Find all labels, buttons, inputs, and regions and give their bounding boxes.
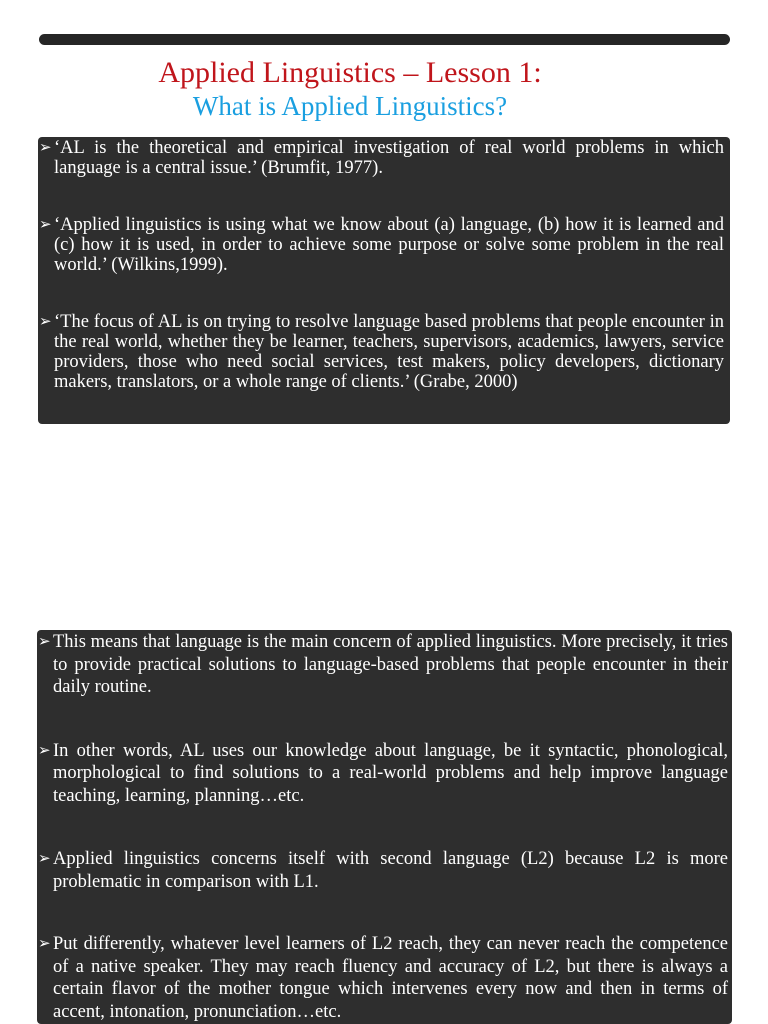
slide-subtitle: What is Applied Linguistics? [192,91,508,121]
arrow-bullet-icon: ➢ [39,140,52,156]
arrow-bullet-icon: ➢ [38,936,51,952]
explanation-panel [37,630,732,1024]
explanation-item-native-speaker [37,933,728,1023]
definition-text: ‘AL is the theoretical and empirical investigation of real world problems in which language is a central issue.’ (Brumfit, 1977). [54,138,724,178]
definitions-panel [38,137,730,424]
explanation-text: In other words, AL uses our knowledge about language, be it syntactic, phonological, morphological to find solutions to a real-world problems and help improve language teaching, learning, planning…etc. [53,740,728,806]
arrow-bullet-icon: ➢ [39,314,52,330]
explanation-item-main-concern [37,631,728,699]
explanation-item-knowledge [37,740,728,808]
definition-item-grabe [38,312,724,392]
arrow-bullet-icon: ➢ [38,634,51,650]
explanation-text: Put differently, whatever level learners of L2 reach, they can never reach the competence of a native speaker. They may reach fluency and accuracy of L2, but there is always a certain flavor of the mother tongue which intervenes every now and then in terms of accent, intonation, pronunciation…etc. [53,934,728,1022]
explanation-text: This means that language is the main concern of applied linguistics. More precisely, it tries to provide practical solutions to language-based problems that people encounter in their daily routine. [53,632,728,697]
arrow-bullet-icon: ➢ [38,851,51,867]
slide-title: Applied Linguistics – Lesson 1: [158,56,542,89]
definition-item-wilkins [38,215,724,275]
definition-text: ‘Applied linguistics is using what we know about (a) language, (b) how it is learned and (c) how it is used, in order to achieve some purpose or solve some problem in the real world.’ (Wilkins,1999). [54,215,724,275]
top-divider-bar [39,34,730,45]
arrow-bullet-icon: ➢ [38,742,51,759]
explanation-text: Applied linguistics concerns itself with second language (L2) because L2 is more problematic in comparison with L1. [53,849,728,892]
arrow-bullet-icon: ➢ [39,217,52,233]
definition-text: ‘The focus of AL is on trying to resolve language based problems that people encounter in the real world, whether they be learner, teachers, supervisors, academics, lawyers, service providers, those who need social services, test makers, policy developers, dictionary makers, translators, or a whole range of clients.’ (Grabe, 2000) [54,312,724,392]
explanation-item-second-language [37,848,728,893]
definition-item-brumfit [38,138,724,178]
